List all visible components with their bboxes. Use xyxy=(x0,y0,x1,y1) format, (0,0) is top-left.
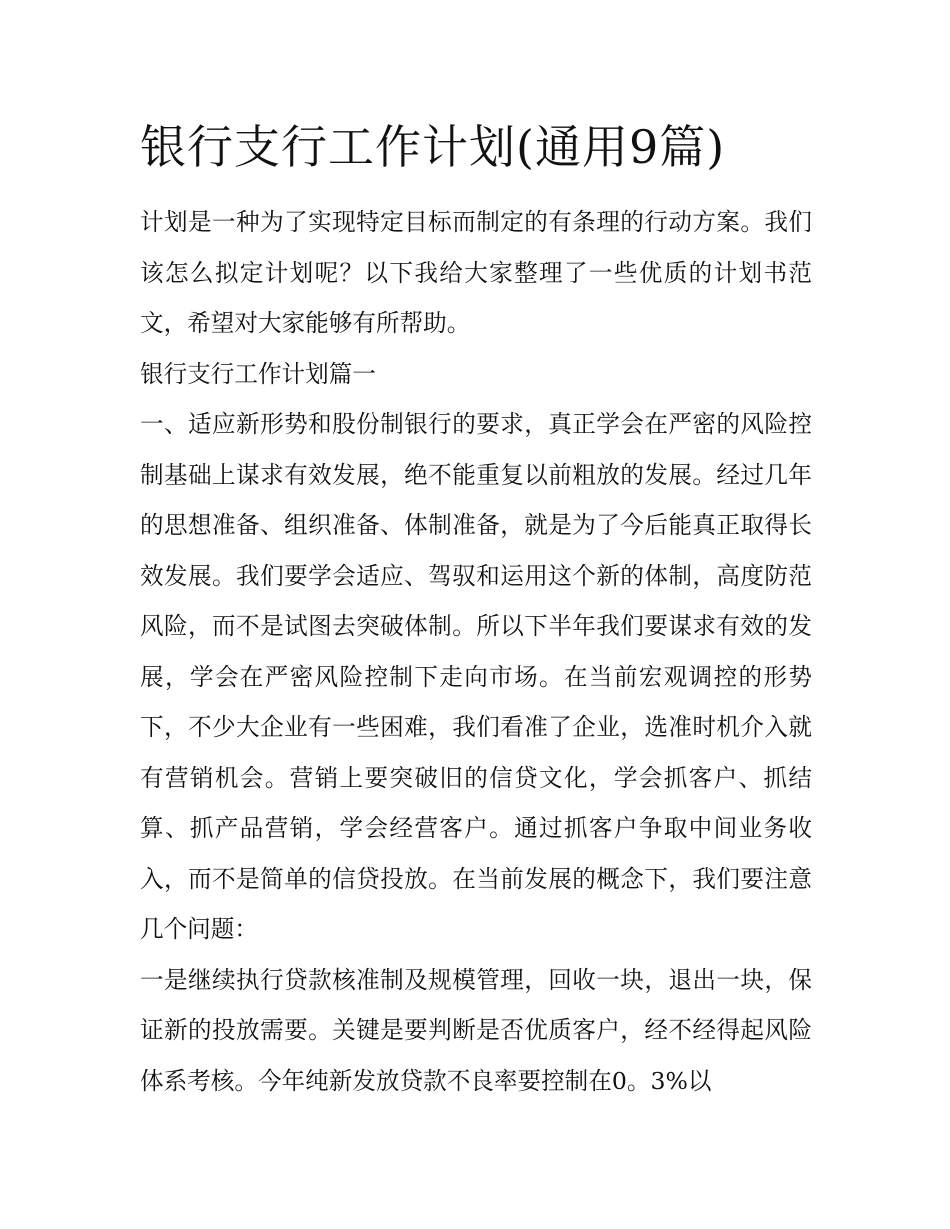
body-paragraph: 一、适应新形势和股份制银行的要求，真正学会在严密的风险控制基础上谋求有效发展，绝不能重复以前粗放的发展。经过几年的思想准备、组织准备、体制准备，就是为了今后能真正取得长效发展。我们要学会适应、驾驭和运用这个新的体制，高度防范风险，而不是试图去突破体制。所以下半年我们要谋求有效的发展，学会在严密风险控制下走向市场。在当前宏观调控的形势下，不少大企业有一些困难，我们看准了企业，选准时机介入就有营销机会。营销上要突破旧的信贷文化，学会抓客户、抓结算、抓产品营销，学会经营客户。通过抓客户争取中间业务收入，而不是简单的信贷投放。在当前发展的概念下，我们要注意几个问题： xyxy=(140,410,812,943)
document-title: 银行支行工作计划(通用9篇) xyxy=(140,120,726,174)
section-heading: 银行支行工作计划篇一 xyxy=(140,359,376,388)
body-paragraph: 一是继续执行贷款核准制及规模管理，回收一块，退出一块，保证新的投放需要。关键是要判断是否优质客户，经不经得起风险体系考核。今年纯新发放贷款不良率要控制在0。3%以 xyxy=(140,965,812,1095)
document-body xyxy=(140,197,812,1106)
intro-paragraph: 计划是一种为了实现特定目标而制定的有条理的行动方案。我们该怎么拟定计划呢？以下我给大家整理了一些优质的计划书范文，希望对大家能够有所帮助。 xyxy=(140,208,812,337)
